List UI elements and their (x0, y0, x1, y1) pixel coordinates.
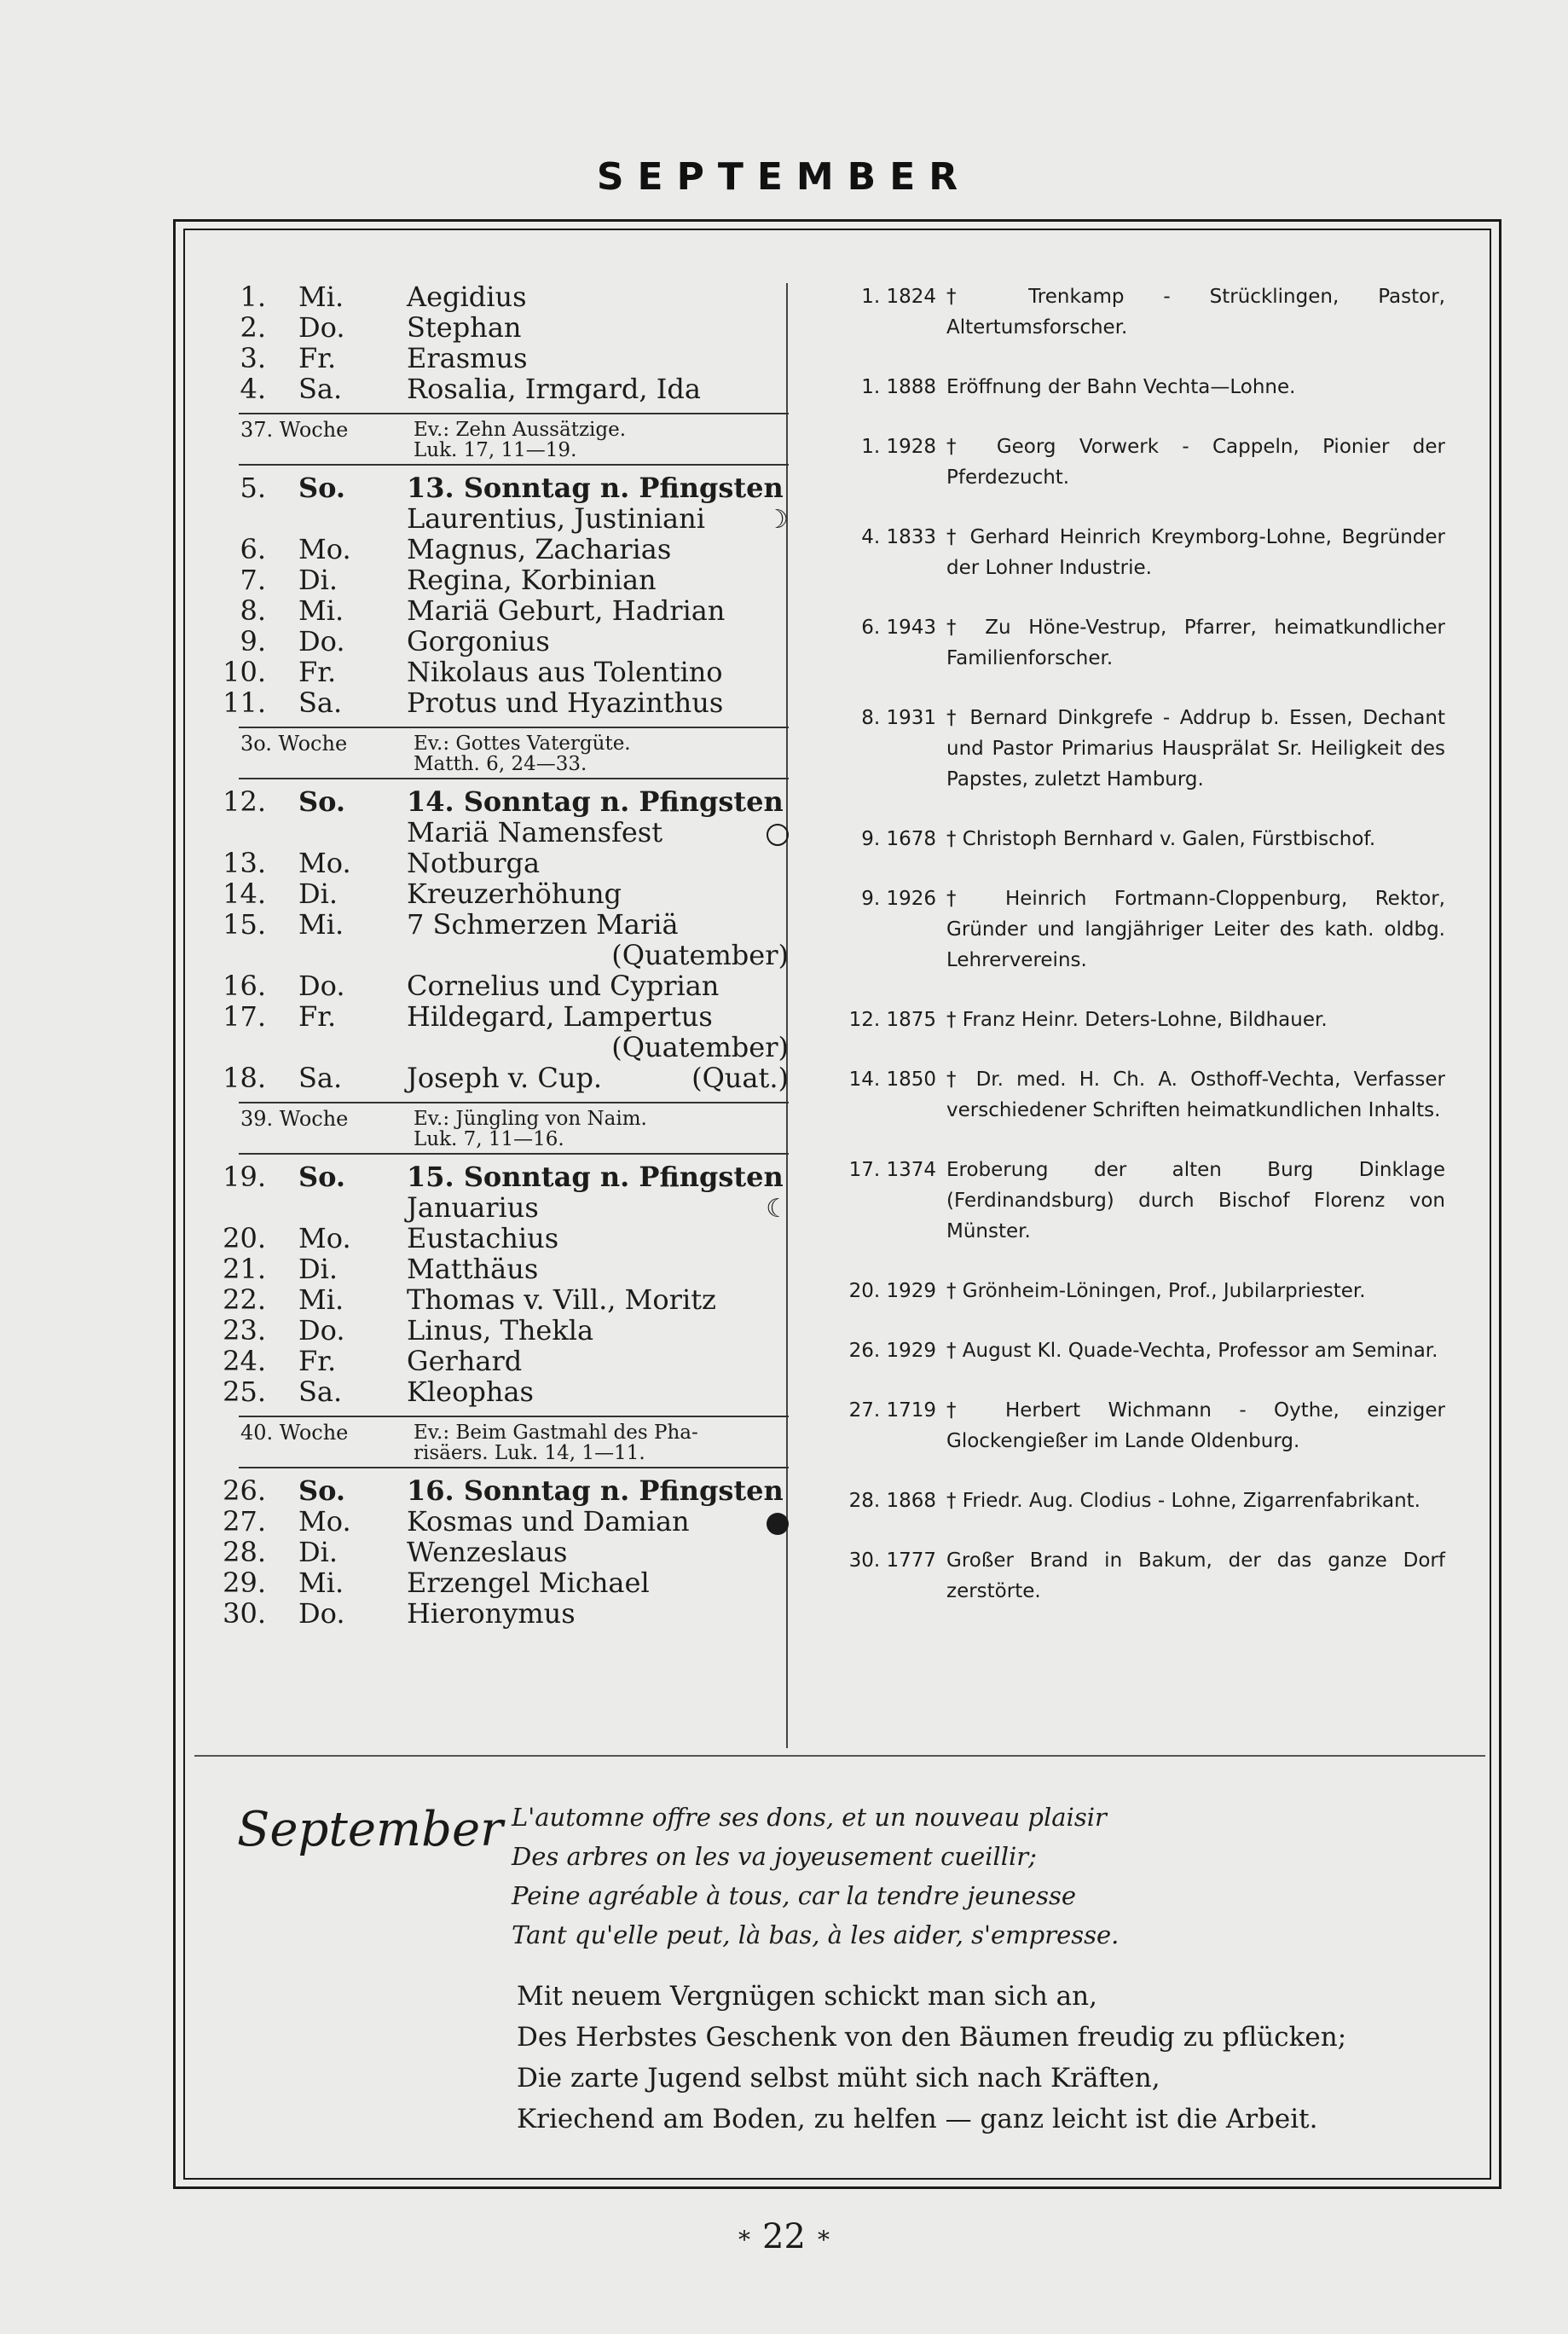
star-ornament-icon: * (738, 2225, 751, 2254)
calendar-row: 8. Mi. Mariä Geburt, Hadrian (240, 594, 726, 627)
calendar-row: 15. Mi. 7 Schmerzen Mariä (223, 908, 679, 941)
moon-last-quarter-icon: ☾ (766, 1194, 789, 1224)
calendar-row: 1. Mi. Aegidius (240, 281, 527, 313)
full-moon-icon (755, 819, 789, 849)
calendar-row: 10. Fr. Nikolaus aus Tolentino (223, 656, 723, 688)
calendar-row: 23. Do. Linus, Thekla (223, 1314, 594, 1347)
page-number: * 22 * (0, 2217, 1568, 2256)
calendar-row: 25. Sa. Kleophas (223, 1375, 534, 1408)
calendar-row: (Quatember) (611, 1031, 789, 1063)
poem-divider (194, 1755, 1485, 1757)
event-entry: 27. 1719 † Herbert Wichmann - Oythe, einziger Glockengießer im Lande Oldenburg. (848, 1399, 1445, 1452)
poem-title: September (237, 1802, 503, 1857)
event-entry: 28. 1868 † Friedr. Aug. Clodius - Lohne, Zigarrenfabrikant. (848, 1490, 1420, 1512)
event-entry: 6. 1943 † Zu Höne-Vestrup, Pfarrer, heimatkundlicher Familienforscher. (861, 617, 1445, 669)
historical-events (844, 281, 1445, 1636)
calendar-row: 4. Sa. Rosalia, Irmgard, Ida (240, 373, 701, 405)
calendar-row: 3. Fr. Erasmus (240, 342, 528, 374)
calendar-row: 18. Sa. Joseph v. Cup. (Quat.) (223, 1062, 789, 1094)
calendar-row: 9. Do. Gorgonius (240, 625, 550, 657)
calendar-row: 16. Do. Cornelius und Cyprian (223, 970, 720, 1002)
calendar-row: 27. Mo. Kosmas und Damian (213, 1506, 789, 1537)
event-entry: 17. 1374 Eroberung der alten Burg Dinklage (Ferdinandsburg) durch Bischof Florenz von Münster. (848, 1159, 1445, 1242)
event-entry: 9. 1926 † Heinrich Fortmann-Cloppenburg, Rektor, Gründer und langjähriger Leiter des kath. oldbg. Lehrervereins. (861, 888, 1445, 971)
calendar-row: 28. Di. Wenzeslaus (223, 1536, 568, 1568)
calendar-row: 11. Sa. Protus und Hyazinthus (223, 686, 724, 719)
event-entry: 4. 1833 † Gerhard Heinrich Kreymborg-Lohne, Begründer der Lohner Industrie. (861, 526, 1445, 579)
event-entry: 12. 1875 † Franz Heinr. Deters-Lohne, Bildhauer. (848, 1009, 1328, 1031)
calendar-row: Mariä Namensfest (213, 817, 789, 848)
calendar-row: Laurentius, Justiniani ☽ (407, 502, 789, 535)
sunday-row: 19. So. 15. Sonntag n. Pfingsten (223, 1161, 784, 1193)
star-ornament-icon: * (817, 2225, 830, 2254)
calendar-row: 22. Mi. Thomas v. Vill., Moritz (223, 1283, 716, 1316)
moon-first-quarter-icon: ☽ (766, 505, 789, 535)
calendar-row: 20. Mo. Eustachius (223, 1222, 559, 1254)
event-entry: 9. 1678 † Christoph Bernhard v. Galen, Fürstbischof. (861, 828, 1376, 850)
event-entry: 8. 1931 † Bernard Dinkgrefe - Addrup b. Essen, Dechant und Pastor Primarius Hausprälat Sr. Heiligkeit des Papstes, zuletzt Hamburg. (861, 707, 1445, 791)
sunday-row: 12. So. 14. Sonntag n. Pfingsten (223, 785, 784, 818)
calendar-row: 13. Mo. Notburga (223, 847, 541, 879)
week-gospel: 39. Woche Ev.: Jüngling von Naim. Luk. 7, 11—16. (239, 1102, 789, 1155)
page-title: SEPTEMBER (596, 155, 972, 199)
calendar-row: (Quatember) (611, 939, 789, 971)
event-entry: 14. 1850 † Dr. med. H. Ch. A. Osthoff-Vechta, Verfasser verschiedener Schriften heimatkundlichen Inhalts. (848, 1069, 1445, 1121)
calendar-row: 2. Do. Stephan (240, 311, 522, 344)
event-entry: 1. 1928 † Georg Vorwerk - Cappeln, Pionier der Pferdezucht. (861, 436, 1445, 489)
calendar-row: 30. Do. Hieronymus (223, 1597, 576, 1630)
calendar-row: 6. Mo. Magnus, Zacharias (240, 533, 672, 565)
new-moon-icon (755, 1508, 789, 1538)
sunday-row: 5. So. 13. Sonntag n. Pfingsten (240, 472, 784, 504)
event-entry: 1. 1824 † Trenkamp - Strücklingen, Pastor, Altertumsforscher. (861, 286, 1445, 339)
calendar-row: 21. Di. Matthäus (223, 1253, 539, 1285)
event-entry: 26. 1929 † August Kl. Quade-Vechta, Professor am Seminar. (848, 1340, 1438, 1362)
poem-german: Mit neuem Vergnügen schickt man sich an, Des Herbstes Geschenk von den Bäumen freudig zu pflücken; Die zarte Jugend selbst müht sich nach Kräften, Kriechend am Boden, zu helfen — ganz leicht ist die Arbeit. (517, 1981, 1347, 2134)
saints-calendar (213, 281, 789, 1629)
poem-french: L'automne offre ses dons, et un nouveau plaisir Des arbres on les va joyeusement cueillir; Peine agréable à tous, car la tendre jeunesse Tant qu'elle peut, là bas, à les aider, s'empresse. (512, 1803, 1120, 1949)
event-entry: 1. 1888 Eröffnung der Bahn Vechta—Lohne. (861, 376, 1296, 398)
event-entry: 30. 1777 Großer Brand in Bakum, der das ganze Dorf zerstörte. (848, 1549, 1445, 1602)
week-gospel: 37. Woche Ev.: Zehn Aussätzige. Luk. 17, 11—19. (239, 413, 789, 466)
calendar-row: 17. Fr. Hildegard, Lampertus (223, 1000, 713, 1033)
week-gospel: 3o. Woche Ev.: Gottes Vatergüte. Matth. 6, 24—33. (239, 727, 789, 779)
calendar-row: 14. Di. Kreuzerhöhung (223, 877, 622, 910)
calendar-row: 24. Fr. Gerhard (223, 1345, 523, 1377)
calendar-row: 29. Mi. Erzengel Michael (223, 1567, 650, 1599)
calendar-row: 7. Di. Regina, Korbinian (240, 564, 657, 596)
calendar-row: Januarius ☾ (407, 1191, 789, 1224)
week-gospel: 40. Woche Ev.: Beim Gastmahl des Pha- risäers. Luk. 14, 1—11. (239, 1416, 789, 1468)
sunday-row: 26. So. 16. Sonntag n. Pfingsten (223, 1474, 784, 1507)
event-entry: 20. 1929 † Grönheim-Löningen, Prof., Jubilarpriester. (848, 1280, 1366, 1302)
